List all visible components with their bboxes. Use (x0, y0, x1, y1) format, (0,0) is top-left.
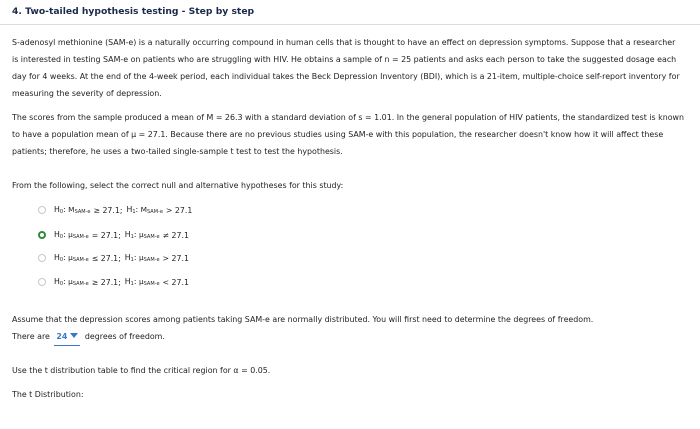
h0-label: $H_0$: (54, 277, 69, 287)
radio-button[interactable] (38, 278, 46, 286)
radio-button[interactable] (38, 206, 46, 214)
scenario-paragraph: S-adenosyl methionine (SAM-e) is a naturally occurring compound in human cells that is thought to have an effect on depression symptoms. Suppose that a researcher is interested in testing SAM-e on patients who are struggling with HIV. He obtains a sample of n = 25 patients and asks each person to take the suggested dosage each day for 4 weeks. At the end of the 4-week period, each individual takes the Beck Depression Inventory (BDI), which is a 21-item, multiple-choice self-report inventory for measuring the severity of depression. (12, 38, 680, 98)
question-title: 4. Two-tailed hypothesis testing - Step by step (12, 6, 255, 17)
h1-relation: ≠ 27.1 (162, 230, 189, 240)
h0-label: $H_0$: (54, 253, 69, 263)
df-instruction: Assume that the depression scores among patients taking SAM-e are normally distributed. You will first need to determine the degrees of freedom. (12, 315, 594, 324)
h1-label: $H_1$: (124, 277, 139, 287)
h1-symbol: $\mu_{SAM-e}$ (138, 253, 160, 263)
h1-symbol: $\mu_{SAM-e}$ (138, 230, 160, 240)
h0-symbol: $M_{SAM-e}$ (68, 205, 91, 215)
hypothesis-option-4[interactable] (38, 275, 338, 289)
df-dropdown[interactable] (54, 328, 80, 346)
df-suffix: degrees of freedom. (84, 332, 165, 341)
title-divider (0, 24, 700, 25)
df-dropdown-value: 24 (56, 332, 68, 341)
h0-relation: = 27.1; (91, 230, 121, 240)
hypothesis-question: From the following, select the correct null and alternative hypotheses for this study: (12, 181, 344, 190)
hypothesis-option-2[interactable] (38, 228, 338, 242)
h0-relation: ≥ 27.1; (91, 277, 121, 287)
h1-symbol: $M_{SAM-e}$ (140, 205, 163, 215)
hypothesis-option-3[interactable] (38, 251, 338, 265)
h1-relation: < 27.1 (162, 277, 189, 287)
h0-relation: ≤ 27.1; (91, 253, 121, 263)
h0-label: $H_0$: (54, 230, 69, 240)
h1-label: $H_1$: (126, 205, 141, 215)
critical-region-instruction: Use the t distribution table to find the critical region for α = 0.05. (12, 366, 271, 375)
h0-symbol: $\mu_{SAM-e}$ (68, 253, 89, 263)
h0-symbol: $\mu_{SAM-e}$ (68, 277, 89, 287)
h0-symbol: $\mu_{SAM-e}$ (68, 230, 89, 240)
df-prefix: There are (12, 332, 50, 341)
h0-relation: ≥ 27.1; (93, 205, 123, 215)
h1-relation: > 27.1 (162, 253, 189, 263)
t-distribution-label: The t Distribution: (12, 390, 84, 399)
degrees-of-freedom-paragraph (12, 311, 684, 346)
radio-button[interactable] (38, 254, 46, 262)
h1-label: $H_1$: (124, 253, 139, 263)
h1-label: $H_1$: (124, 230, 139, 240)
h1-relation: > 27.1 (165, 205, 193, 215)
radio-button-selected[interactable] (38, 231, 46, 239)
h1-symbol: $\mu_{SAM-e}$ (138, 277, 160, 287)
chevron-down-icon (70, 333, 78, 338)
hypothesis-option-1[interactable] (38, 203, 338, 217)
h0-label: $H_0$: (54, 205, 69, 215)
statistics-paragraph: The scores from the sample produced a mean of M = 26.3 with a standard deviation of s = 1.01. In the general population of HIV patients, the standardized test is known to have a population mean of μ = 27.1. Because there are no previous studies using SAM-e with this population, the researcher doesn't know how it will affect these patients; therefore, he uses a two-tailed single-sample t test to test the hypothesis. (12, 113, 684, 156)
